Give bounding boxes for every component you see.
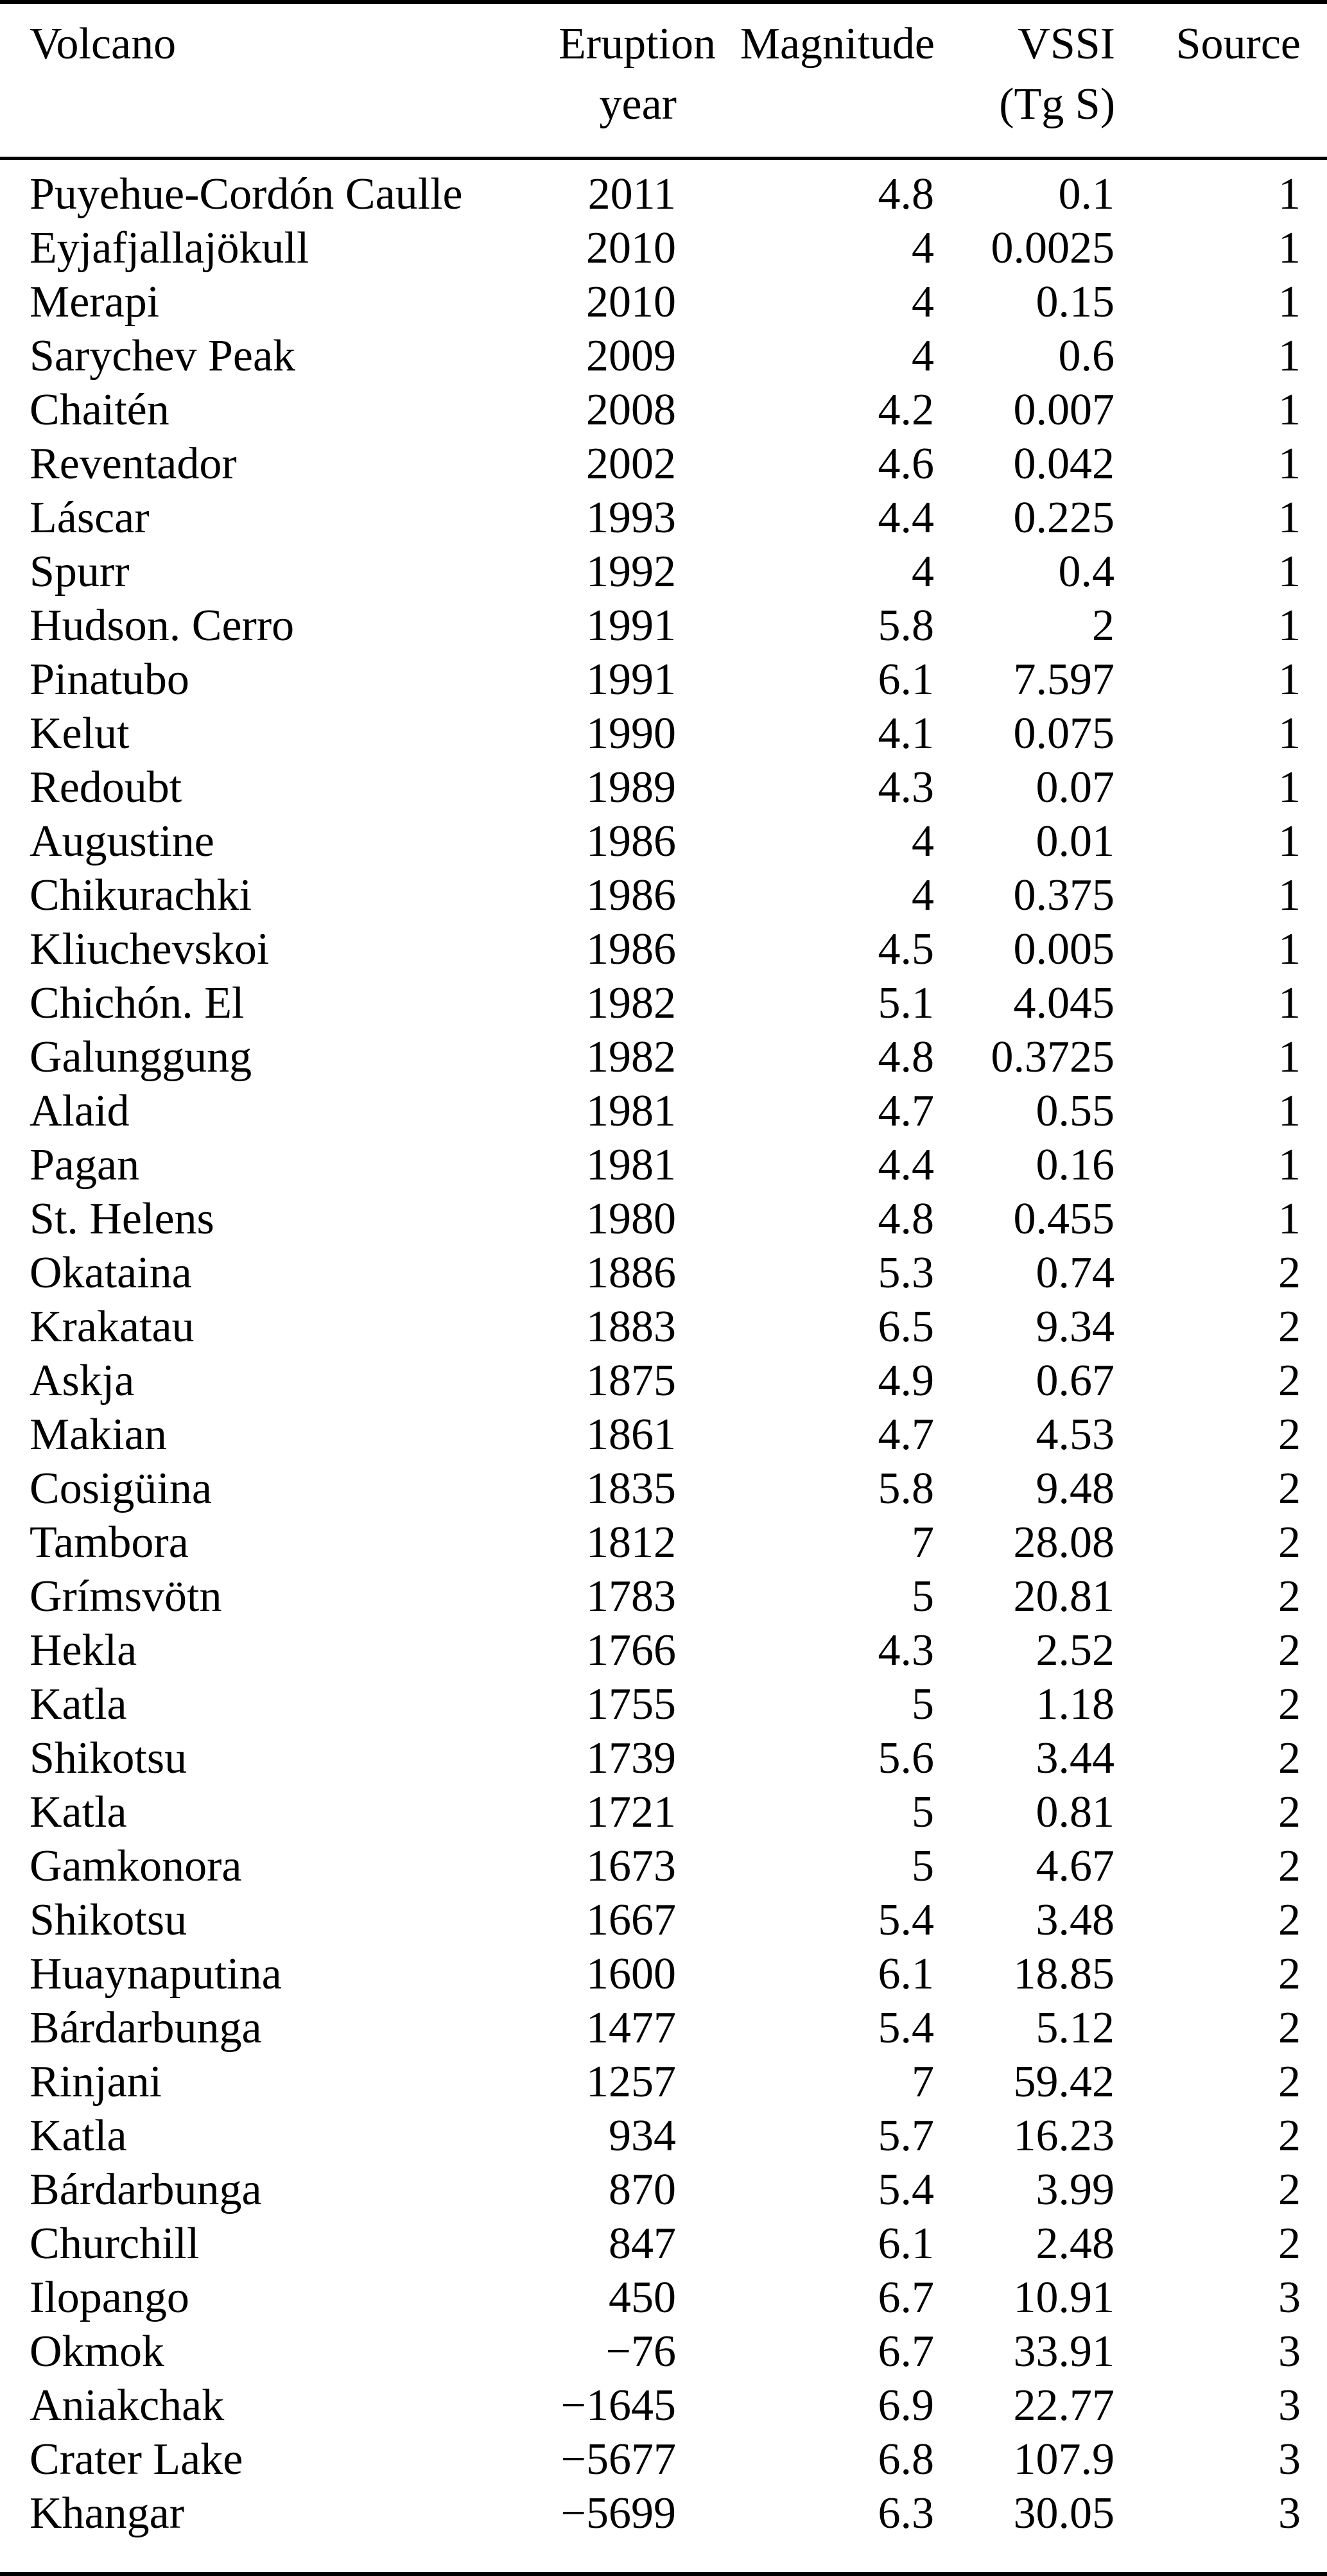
cell-volcano-name: Kelut xyxy=(30,709,130,758)
cell-source: 3 xyxy=(1278,2273,1301,2322)
table-row xyxy=(0,2109,1327,2163)
cell-volcano-name: Tambora xyxy=(30,1518,189,1567)
cell-source: 1 xyxy=(1278,979,1301,1028)
cell-magnitude: 4 xyxy=(912,547,934,596)
cell-source: 1 xyxy=(1278,223,1301,273)
cell-magnitude: 5.4 xyxy=(878,2003,934,2053)
table-row xyxy=(0,707,1327,761)
column-header-vssi-label: VSSI xyxy=(1018,19,1115,69)
cell-magnitude: 5.1 xyxy=(878,979,934,1028)
cell-vssi: 30.05 xyxy=(1013,2489,1115,2538)
cell-volcano-name: Spurr xyxy=(30,547,130,596)
cell-source: 3 xyxy=(1278,2435,1301,2484)
cell-eruption-year: 1990 xyxy=(586,709,676,758)
cell-magnitude: 6.8 xyxy=(878,2435,934,2484)
cell-volcano-name: Hekla xyxy=(30,1626,137,1675)
column-header-source-label: Source xyxy=(1175,19,1301,69)
cell-source: 2 xyxy=(1278,1680,1301,1729)
cell-eruption-year: 1993 xyxy=(586,493,676,543)
cell-volcano-name: Makian xyxy=(30,1410,167,1459)
cell-eruption-year: 1667 xyxy=(586,1895,676,1945)
cell-source: 2 xyxy=(1278,1302,1301,1352)
cell-vssi: 10.91 xyxy=(1013,2273,1115,2322)
table-row xyxy=(0,1570,1327,1624)
cell-eruption-year: 450 xyxy=(609,2273,676,2322)
column-header-vssi xyxy=(935,4,1115,159)
cell-source: 2 xyxy=(1278,1949,1301,1999)
cell-vssi: 28.08 xyxy=(1013,1518,1115,1567)
cell-volcano-name: Crater Lake xyxy=(30,2435,243,2484)
cell-eruption-year: 1991 xyxy=(586,655,676,704)
cell-vssi: 33.91 xyxy=(1013,2327,1115,2376)
cell-source: 2 xyxy=(1278,1464,1301,1513)
cell-vssi: 0.075 xyxy=(1013,709,1115,758)
column-header-year-label: year xyxy=(599,80,677,129)
cell-vssi: 5.12 xyxy=(1036,2003,1115,2053)
cell-eruption-year: 1981 xyxy=(586,1140,676,1190)
cell-vssi: 0.07 xyxy=(1036,763,1115,812)
cell-source: 3 xyxy=(1278,2327,1301,2376)
cell-volcano-name: Sarychev Peak xyxy=(30,331,296,381)
cell-source: 1 xyxy=(1278,655,1301,704)
cell-volcano-name: St. Helens xyxy=(30,1194,214,1244)
cell-magnitude: 4.4 xyxy=(878,493,934,543)
table-row xyxy=(0,1354,1327,1408)
cell-vssi: 2.48 xyxy=(1036,2219,1115,2268)
cell-volcano-name: Khangar xyxy=(30,2489,185,2538)
cell-vssi: 3.44 xyxy=(1036,1734,1115,1783)
cell-magnitude: 5 xyxy=(912,1680,934,1729)
cell-eruption-year: 1886 xyxy=(586,1248,676,1298)
cell-eruption-year: 1986 xyxy=(586,871,676,920)
cell-vssi: 0.55 xyxy=(1036,1086,1115,1136)
column-header-eruption-year xyxy=(559,4,716,159)
cell-eruption-year: 1861 xyxy=(586,1410,676,1459)
cell-volcano-name: Augustine xyxy=(30,817,214,866)
cell-source: 1 xyxy=(1278,439,1301,489)
cell-volcano-name: Cosigüina xyxy=(30,1464,212,1513)
table-row xyxy=(0,1246,1327,1300)
cell-source: 2 xyxy=(1278,2057,1301,2107)
cell-volcano-name: Churchill xyxy=(30,2219,200,2268)
cell-volcano-name: Eyjafjallajökull xyxy=(30,223,309,273)
cell-magnitude: 5.4 xyxy=(878,2165,934,2215)
table-row xyxy=(0,2271,1327,2325)
cell-source: 2 xyxy=(1278,1356,1301,1405)
cell-eruption-year: 847 xyxy=(609,2219,676,2268)
cell-magnitude: 4 xyxy=(912,277,934,327)
table-row xyxy=(0,491,1327,545)
cell-vssi: 9.34 xyxy=(1036,1302,1115,1352)
table-row xyxy=(0,1516,1327,1570)
cell-magnitude: 4.4 xyxy=(878,1140,934,1190)
cell-vssi: 2.52 xyxy=(1036,1626,1115,1675)
cell-magnitude: 4.6 xyxy=(878,439,934,489)
cell-source: 1 xyxy=(1278,763,1301,812)
cell-source: 2 xyxy=(1278,1626,1301,1675)
cell-source: 2 xyxy=(1278,2219,1301,2268)
table-row xyxy=(0,815,1327,869)
table-row xyxy=(0,1462,1327,1516)
cell-vssi: 4.045 xyxy=(1013,979,1115,1028)
cell-volcano-name: Láscar xyxy=(30,493,150,543)
table-row xyxy=(0,545,1327,599)
cell-volcano-name: Grímsvötn xyxy=(30,1572,222,1621)
cell-magnitude: 6.1 xyxy=(878,655,934,704)
table-row xyxy=(0,1300,1327,1354)
cell-volcano-name: Huaynaputina xyxy=(30,1949,282,1999)
cell-eruption-year: 1766 xyxy=(586,1626,676,1675)
cell-volcano-name: Okataina xyxy=(30,1248,192,1298)
cell-vssi: 7.597 xyxy=(1013,655,1115,704)
cell-volcano-name: Aniakchak xyxy=(30,2381,225,2430)
cell-vssi: 0.007 xyxy=(1013,385,1115,435)
cell-volcano-name: Shikotsu xyxy=(30,1895,187,1945)
table-row xyxy=(0,275,1327,329)
cell-volcano-name: Okmok xyxy=(30,2327,164,2376)
cell-source: 2 xyxy=(1278,1410,1301,1459)
column-header-eruption-label: Eruption xyxy=(559,19,716,69)
cell-source: 1 xyxy=(1278,817,1301,866)
cell-volcano-name: Katla xyxy=(30,2111,127,2161)
cell-source: 2 xyxy=(1278,1248,1301,1298)
cell-magnitude: 4.2 xyxy=(878,385,934,435)
table-row xyxy=(0,1947,1327,2001)
cell-eruption-year: 2011 xyxy=(587,170,676,219)
cell-source: 2 xyxy=(1278,1788,1301,1837)
cell-eruption-year: 2010 xyxy=(586,223,676,273)
cell-volcano-name: Alaid xyxy=(30,1086,130,1136)
cell-vssi: 16.23 xyxy=(1013,2111,1115,2161)
cell-source: 2 xyxy=(1278,1734,1301,1783)
cell-eruption-year: 1986 xyxy=(586,817,676,866)
table-row xyxy=(0,1893,1327,1947)
table-row xyxy=(0,437,1327,491)
cell-eruption-year: −1645 xyxy=(560,2381,676,2430)
cell-magnitude: 4 xyxy=(912,331,934,381)
column-header-volcano-label: Volcano xyxy=(30,19,177,69)
cell-eruption-year: 1982 xyxy=(586,1032,676,1082)
table-row xyxy=(0,2325,1327,2379)
cell-magnitude: 4.3 xyxy=(878,1626,934,1675)
cell-vssi: 3.48 xyxy=(1036,1895,1115,1945)
cell-source: 2 xyxy=(1278,2111,1301,2161)
cell-vssi: 0.74 xyxy=(1036,1248,1115,1298)
cell-volcano-name: Ilopango xyxy=(30,2273,189,2322)
cell-volcano-name: Pagan xyxy=(30,1140,140,1190)
cell-vssi: 59.42 xyxy=(1013,2057,1115,2107)
cell-magnitude: 5.8 xyxy=(878,1464,934,1513)
cell-volcano-name: Chikurachki xyxy=(30,871,252,920)
cell-source: 1 xyxy=(1278,709,1301,758)
cell-volcano-name: Redoubt xyxy=(30,763,182,812)
cell-source: 2 xyxy=(1278,1895,1301,1945)
cell-volcano-name: Shikotsu xyxy=(30,1734,187,1783)
table-row xyxy=(0,923,1327,977)
cell-eruption-year: 934 xyxy=(609,2111,676,2161)
cell-eruption-year: 1477 xyxy=(586,2003,676,2053)
cell-magnitude: 4.8 xyxy=(878,170,934,219)
cell-source: 2 xyxy=(1278,1572,1301,1621)
cell-vssi: 0.81 xyxy=(1036,1788,1115,1837)
table-row xyxy=(0,159,1327,222)
cell-source: 1 xyxy=(1278,170,1301,219)
cell-magnitude: 7 xyxy=(912,1518,934,1567)
cell-magnitude: 6.7 xyxy=(878,2327,934,2376)
cell-vssi: 20.81 xyxy=(1013,1572,1115,1621)
cell-volcano-name: Merapi xyxy=(30,277,160,327)
table-row xyxy=(0,1732,1327,1786)
column-header-volcano xyxy=(0,4,559,159)
cell-source: 2 xyxy=(1278,1518,1301,1567)
table-row xyxy=(0,977,1327,1031)
cell-magnitude: 5.3 xyxy=(878,1248,934,1298)
cell-volcano-name: Krakatau xyxy=(30,1302,195,1352)
cell-source: 1 xyxy=(1278,1032,1301,1082)
cell-eruption-year: 1783 xyxy=(586,1572,676,1621)
cell-magnitude: 6.3 xyxy=(878,2489,934,2538)
cell-eruption-year: −76 xyxy=(605,2327,676,2376)
table-row xyxy=(0,2163,1327,2217)
cell-vssi: 18.85 xyxy=(1013,1949,1115,1999)
cell-eruption-year: 1986 xyxy=(586,925,676,974)
table-row xyxy=(0,869,1327,923)
cell-vssi: 0.0025 xyxy=(991,223,1115,273)
cell-vssi: 0.005 xyxy=(1013,925,1115,974)
cell-volcano-name: Chaitén xyxy=(30,385,169,435)
cell-source: 3 xyxy=(1278,2381,1301,2430)
cell-vssi: 107.9 xyxy=(1013,2435,1115,2484)
cell-source: 1 xyxy=(1278,331,1301,381)
cell-source: 1 xyxy=(1278,1140,1301,1190)
table-row xyxy=(0,329,1327,383)
cell-magnitude: 4.7 xyxy=(878,1410,934,1459)
cell-source: 3 xyxy=(1278,2489,1301,2538)
cell-volcano-name: Askja xyxy=(30,1356,135,1405)
table-row xyxy=(0,1840,1327,1893)
cell-vssi: 2 xyxy=(1092,601,1115,650)
cell-magnitude: 5.6 xyxy=(878,1734,934,1783)
cell-vssi: 0.15 xyxy=(1036,277,1115,327)
cell-vssi: 0.3725 xyxy=(991,1032,1115,1082)
table-row xyxy=(0,383,1327,437)
cell-volcano-name: Reventador xyxy=(30,439,237,489)
column-header-source xyxy=(1115,4,1327,159)
table-row xyxy=(0,1192,1327,1246)
cell-magnitude: 4 xyxy=(912,223,934,273)
cell-eruption-year: 1989 xyxy=(586,763,676,812)
table-bottom-rule xyxy=(0,2572,1327,2576)
cell-magnitude: 4 xyxy=(912,817,934,866)
cell-source: 1 xyxy=(1278,493,1301,543)
cell-eruption-year: 1257 xyxy=(586,2057,676,2107)
table-row xyxy=(0,2379,1327,2433)
cell-source: 1 xyxy=(1278,871,1301,920)
cell-magnitude: 4.9 xyxy=(878,1356,934,1405)
cell-magnitude: 6.1 xyxy=(878,1949,934,1999)
cell-magnitude: 7 xyxy=(912,2057,934,2107)
cell-eruption-year: 1875 xyxy=(586,1356,676,1405)
cell-vssi: 1.18 xyxy=(1036,1680,1115,1729)
table-row xyxy=(0,1624,1327,1678)
cell-vssi: 0.4 xyxy=(1058,547,1115,596)
table-row xyxy=(0,761,1327,815)
column-header-magnitude-label: Magnitude xyxy=(740,19,935,69)
column-header-vssi-units-label: (Tg S) xyxy=(999,80,1115,129)
cell-volcano-name: Gamkonora xyxy=(30,1841,242,1891)
cell-eruption-year: 2002 xyxy=(586,439,676,489)
table-row xyxy=(0,2217,1327,2271)
cell-eruption-year: 1991 xyxy=(586,601,676,650)
cell-source: 2 xyxy=(1278,1841,1301,1891)
cell-eruption-year: 1835 xyxy=(586,1464,676,1513)
table-row xyxy=(0,653,1327,707)
table-row xyxy=(0,1678,1327,1732)
cell-magnitude: 5.8 xyxy=(878,601,934,650)
cell-magnitude: 4.7 xyxy=(878,1086,934,1136)
cell-vssi: 22.77 xyxy=(1013,2381,1115,2430)
cell-magnitude: 6.5 xyxy=(878,1302,934,1352)
table-row xyxy=(0,2487,1327,2541)
cell-magnitude: 4.8 xyxy=(878,1032,934,1082)
cell-source: 1 xyxy=(1278,1194,1301,1244)
cell-volcano-name: Hudson. Cerro xyxy=(30,601,295,650)
cell-source: 2 xyxy=(1278,2165,1301,2215)
cell-magnitude: 5 xyxy=(912,1572,934,1621)
cell-magnitude: 6.9 xyxy=(878,2381,934,2430)
cell-eruption-year: 2008 xyxy=(586,385,676,435)
table-row xyxy=(0,1786,1327,1840)
cell-volcano-name: Bárdarbunga xyxy=(30,2003,262,2053)
cell-source: 1 xyxy=(1278,925,1301,974)
cell-source: 1 xyxy=(1278,1086,1301,1136)
cell-eruption-year: 1739 xyxy=(586,1734,676,1783)
cell-eruption-year: 1755 xyxy=(586,1680,676,1729)
table-row xyxy=(0,1031,1327,1084)
cell-volcano-name: Kliuchevskoi xyxy=(30,925,270,974)
cell-volcano-name: Katla xyxy=(30,1788,127,1837)
cell-magnitude: 6.1 xyxy=(878,2219,934,2268)
cell-volcano-name: Rinjani xyxy=(30,2057,162,2107)
cell-volcano-name: Bárdarbunga xyxy=(30,2165,262,2215)
cell-eruption-year: 1812 xyxy=(586,1518,676,1567)
cell-vssi: 0.6 xyxy=(1058,331,1115,381)
table-row xyxy=(0,599,1327,653)
cell-vssi: 0.225 xyxy=(1013,493,1115,543)
cell-vssi: 4.53 xyxy=(1036,1410,1115,1459)
cell-eruption-year: 1600 xyxy=(586,1949,676,1999)
cell-vssi: 0.67 xyxy=(1036,1356,1115,1405)
cell-eruption-year: 1992 xyxy=(586,547,676,596)
table-row xyxy=(0,2433,1327,2487)
cell-magnitude: 4 xyxy=(912,871,934,920)
cell-source: 1 xyxy=(1278,547,1301,596)
cell-volcano-name: Pinatubo xyxy=(30,655,189,704)
table-row xyxy=(0,1138,1327,1192)
table-row xyxy=(0,1408,1327,1462)
cell-vssi: 3.99 xyxy=(1036,2165,1115,2215)
volcano-eruptions-table xyxy=(0,4,1327,2541)
cell-magnitude: 5.4 xyxy=(878,1895,934,1945)
cell-magnitude: 5 xyxy=(912,1788,934,1837)
cell-eruption-year: 1980 xyxy=(586,1194,676,1244)
cell-eruption-year: 1883 xyxy=(586,1302,676,1352)
cell-vssi: 4.67 xyxy=(1036,1841,1115,1891)
cell-eruption-year: −5699 xyxy=(560,2489,676,2538)
cell-vssi: 0.16 xyxy=(1036,1140,1115,1190)
cell-volcano-name: Puyehue-Cordón Caulle xyxy=(30,170,463,219)
cell-eruption-year: 1721 xyxy=(586,1788,676,1837)
cell-eruption-year: 2009 xyxy=(586,331,676,381)
cell-vssi: 0.042 xyxy=(1013,439,1115,489)
cell-eruption-year: 1673 xyxy=(586,1841,676,1891)
cell-source: 1 xyxy=(1278,601,1301,650)
cell-vssi: 0.1 xyxy=(1058,170,1115,219)
cell-vssi: 0.455 xyxy=(1013,1194,1115,1244)
table-row xyxy=(0,222,1327,275)
cell-magnitude: 4.5 xyxy=(878,925,934,974)
table-row xyxy=(0,1084,1327,1138)
cell-magnitude: 4.8 xyxy=(878,1194,934,1244)
cell-magnitude: 5.7 xyxy=(878,2111,934,2161)
cell-eruption-year: 2010 xyxy=(586,277,676,327)
cell-eruption-year: 1981 xyxy=(586,1086,676,1136)
table-header-row xyxy=(0,4,1327,159)
cell-vssi: 9.48 xyxy=(1036,1464,1115,1513)
cell-eruption-year: 870 xyxy=(609,2165,676,2215)
cell-source: 1 xyxy=(1278,277,1301,327)
cell-vssi: 0.375 xyxy=(1013,871,1115,920)
cell-eruption-year: 1982 xyxy=(586,979,676,1028)
table-row xyxy=(0,2055,1327,2109)
cell-volcano-name: Katla xyxy=(30,1680,127,1729)
cell-eruption-year: −5677 xyxy=(560,2435,676,2484)
cell-vssi: 0.01 xyxy=(1036,817,1115,866)
table-top-rule xyxy=(0,0,1327,4)
table-row xyxy=(0,2001,1327,2055)
cell-volcano-name: Galunggung xyxy=(30,1032,252,1082)
cell-magnitude: 4.3 xyxy=(878,763,934,812)
cell-magnitude: 5 xyxy=(912,1841,934,1891)
cell-source: 1 xyxy=(1278,385,1301,435)
cell-magnitude: 6.7 xyxy=(878,2273,934,2322)
cell-magnitude: 4.1 xyxy=(878,709,934,758)
table-body xyxy=(0,159,1327,2541)
cell-source: 2 xyxy=(1278,2003,1301,2053)
cell-volcano-name: Chichón. El xyxy=(30,979,245,1028)
